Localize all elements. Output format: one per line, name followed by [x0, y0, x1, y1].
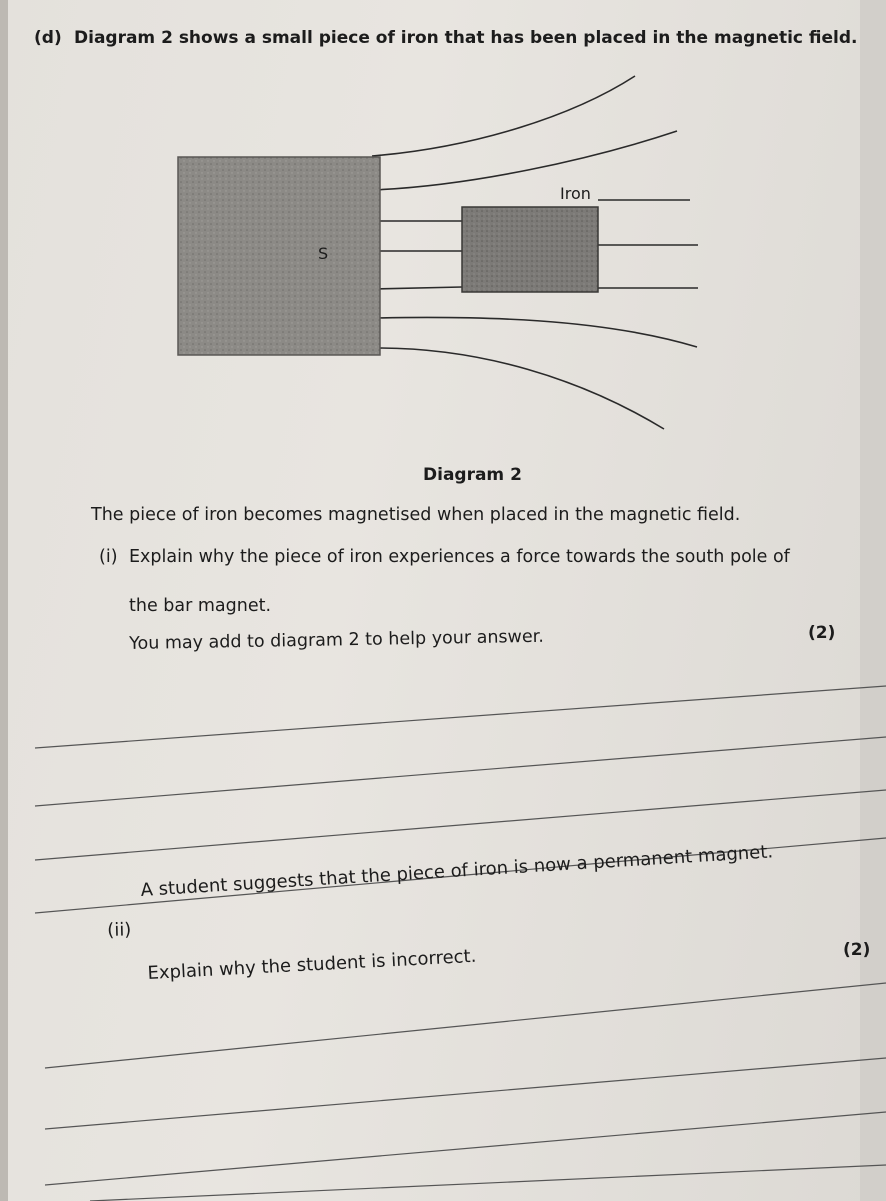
- part-i-marks: (2): [808, 623, 836, 643]
- part-ii-label: (ii): [107, 919, 132, 941]
- field-line: [375, 317, 697, 347]
- answer-line: [35, 686, 886, 748]
- diagram-caption: Diagram 2: [423, 465, 522, 485]
- field-line: [378, 348, 664, 429]
- magnetised-statement: The piece of iron becomes magnetised when placed in the magnetic field.: [91, 505, 741, 525]
- bar-magnet: [178, 157, 380, 355]
- answer-line: [45, 1112, 886, 1185]
- part-i-label: (i): [99, 547, 118, 567]
- magnet-pole-label: S: [318, 244, 329, 263]
- question-part-label: (d): [34, 28, 62, 48]
- part-i-question-line2: the bar magnet.: [129, 596, 272, 616]
- part-i-question-line1: Explain why the piece of iron experiences a force towards the south pole of: [129, 547, 790, 567]
- iron-piece: [462, 207, 598, 292]
- answer-line: [45, 983, 886, 1068]
- part-ii-marks: (2): [843, 940, 871, 960]
- iron-label: Iron: [560, 184, 591, 203]
- field-line: [372, 76, 635, 156]
- question-intro: Diagram 2 shows a small piece of iron that has been placed in the magnetic field.: [74, 28, 858, 48]
- field-line: [375, 287, 462, 289]
- part-ii-question: A student suggests that the piece of iron is now a permanent magnet.: [140, 841, 774, 901]
- part-i-hint: You may add to diagram 2 to help your answer.: [129, 626, 544, 654]
- field-line: [372, 131, 677, 190]
- answer-lines-part-ii: [45, 983, 886, 1201]
- answer-line: [45, 1058, 886, 1129]
- answer-line: [35, 737, 886, 806]
- part-ii-prompt: Explain why the student is incorrect.: [147, 945, 477, 984]
